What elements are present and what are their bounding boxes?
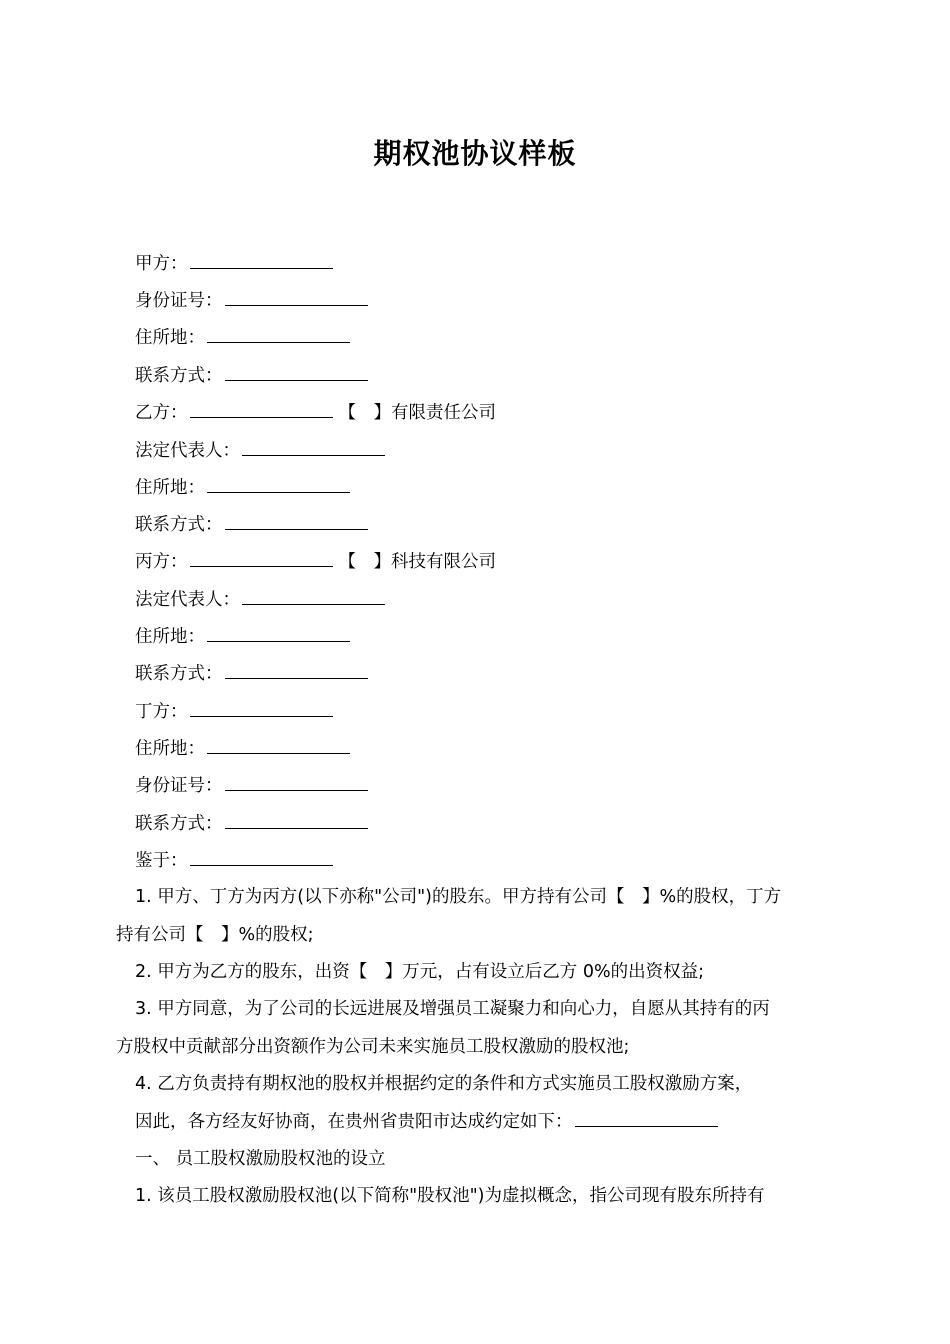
blank-line[interactable]: [242, 438, 385, 456]
field-label: 鉴于：: [135, 851, 188, 871]
blank-line[interactable]: [190, 251, 333, 269]
field-label: 联系方式：: [135, 366, 223, 386]
blank-line[interactable]: [225, 512, 368, 530]
clause-3-line-2: 方股权中贡献部分出资额作为公司未来实施员工股权激励的股权池;: [116, 1037, 630, 1057]
blank-line[interactable]: [225, 661, 368, 679]
address-field: [135, 475, 350, 500]
field-label: 乙方：: [135, 403, 188, 423]
blank-line[interactable]: [225, 363, 368, 381]
blank-line[interactable]: [242, 587, 385, 605]
address-field: [135, 624, 350, 649]
party-c-field: [135, 549, 496, 574]
field-label: 联系方式：: [135, 664, 223, 684]
blank-line[interactable]: [190, 699, 333, 717]
field-label: 法定代表人：: [135, 441, 240, 461]
clause-1-line-1: 1. 甲方、丁方为丙方(以下亦称"公司")的股东。甲方持有公司【 】%的股权，丁方: [135, 887, 782, 907]
contact-field: [135, 811, 368, 836]
party-d-field: [135, 699, 333, 724]
agreement-intro: [135, 1109, 718, 1134]
field-label: 联系方式：: [135, 515, 223, 535]
field-label: 住所地：: [135, 739, 205, 759]
blank-line[interactable]: [225, 811, 368, 829]
legal-rep-field: [135, 438, 385, 463]
section-heading: 一、 员工股权激励股权池的设立: [135, 1149, 386, 1169]
field-label: 住所地：: [135, 627, 205, 647]
clause-1-line-2: 持有公司【 】%的股权;: [116, 925, 314, 945]
field-label: 法定代表人：: [135, 590, 240, 610]
company-name: 【 】有限责任公司: [338, 403, 496, 423]
blank-line[interactable]: [225, 288, 368, 306]
blank-line[interactable]: [190, 848, 333, 866]
whereas-field: [135, 848, 333, 873]
field-label: 身份证号：: [135, 291, 223, 311]
blank-line[interactable]: [575, 1109, 718, 1127]
field-label: 住所地：: [135, 328, 205, 348]
field-label: 联系方式：: [135, 814, 223, 834]
field-label: 身份证号：: [135, 776, 223, 796]
company-name: 【 】科技有限公司: [338, 552, 496, 572]
field-label: 住所地：: [135, 478, 205, 498]
blank-line[interactable]: [225, 773, 368, 791]
clause-4: 4. 乙方负责持有期权池的股权并根据约定的条件和方式实施员工股权激励方案，: [135, 1074, 753, 1094]
blank-line[interactable]: [207, 325, 350, 343]
clause-2: 2. 甲方为乙方的股东，出资【 】万元，占有设立后乙方 0%的出资权益;: [135, 962, 704, 982]
blank-line[interactable]: [207, 475, 350, 493]
blank-line[interactable]: [190, 549, 333, 567]
section-1-clause-1: 1. 该员工股权激励股权池(以下简称"股权池")为虚拟概念，指公司现有股东所持有: [135, 1186, 765, 1206]
contact-field: [135, 661, 368, 686]
contact-field: [135, 512, 368, 537]
field-label: 丁方：: [135, 702, 188, 722]
field-label: 甲方：: [135, 254, 188, 274]
party-b-field: [135, 400, 496, 425]
address-field: [135, 325, 350, 350]
id-number-field: [135, 288, 368, 313]
agreement-intro-text: 因此，各方经友好协商，在贵州省贵阳市达成约定如下：: [135, 1112, 573, 1132]
blank-line[interactable]: [190, 400, 333, 418]
legal-rep-field: [135, 587, 385, 612]
address-field: [135, 736, 350, 761]
document-title: 期权池协议样板: [373, 137, 577, 170]
blank-line[interactable]: [207, 736, 350, 754]
clause-3-line-1: 3. 甲方同意，为了公司的长远进展及增强员工凝聚力和向心力，自愿从其持有的丙: [135, 999, 770, 1019]
party-a-field: [135, 251, 333, 276]
id-number-field: [135, 773, 368, 798]
contact-field: [135, 363, 368, 388]
field-label: 丙方：: [135, 552, 188, 572]
blank-line[interactable]: [207, 624, 350, 642]
